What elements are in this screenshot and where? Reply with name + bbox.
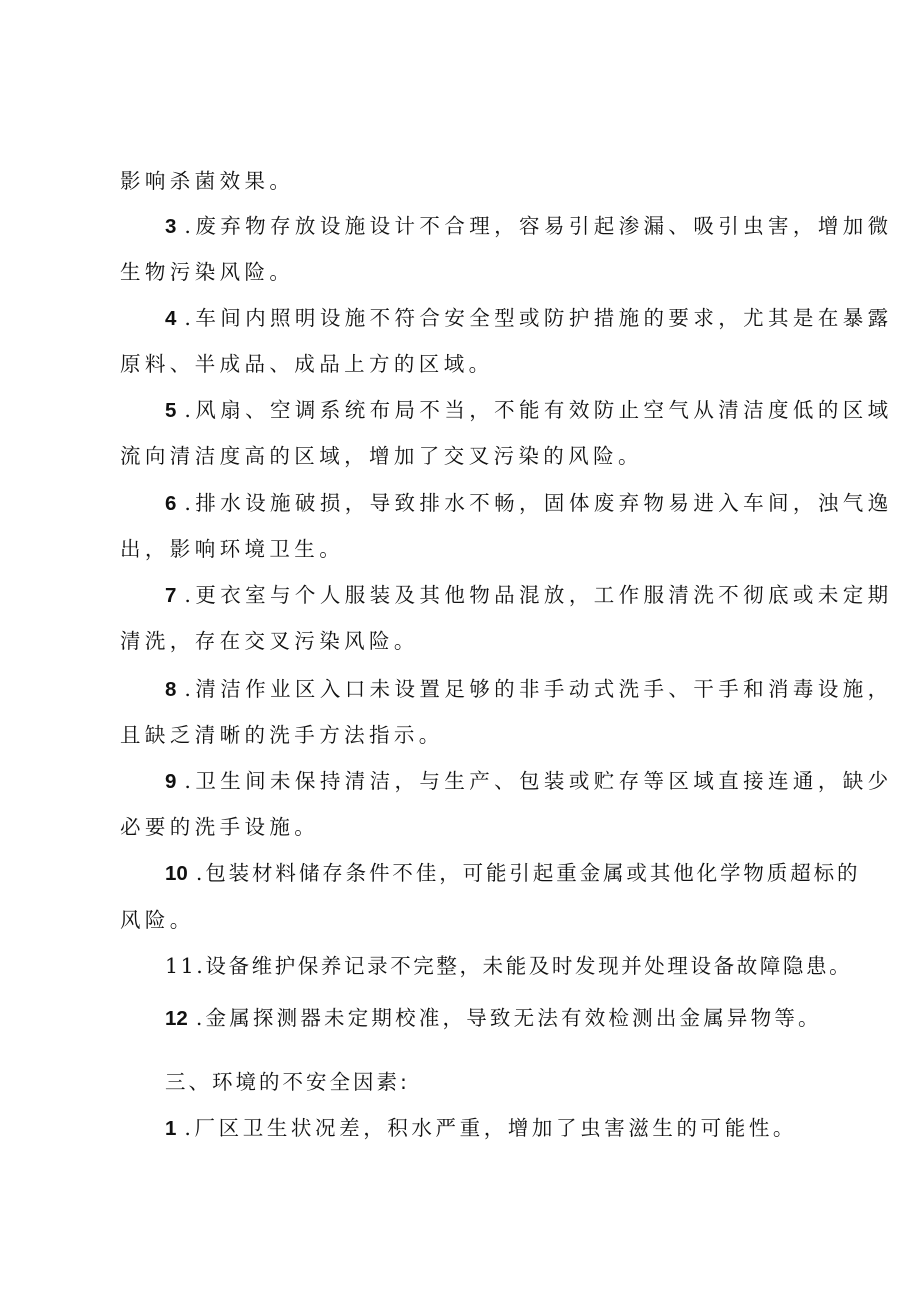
item-number: 6 [165,492,177,515]
item-text: .清洁作业区入口未设置足够的非手动式洗手、干手和消毒设施， [184,677,893,701]
item-text: .金属探测器未定期校准，导致无法有效检测出金属异物等。 [195,1006,822,1030]
list-item-5-continuation: 流向清洁度高的区域，增加了交叉污染的风险。 [120,444,643,468]
list-item-7 [165,580,893,611]
list-item-6 [165,488,893,519]
item-number: 4 [165,307,177,330]
item-number: 5 [165,399,177,422]
item-text: .风扇、空调系统布局不当，不能有效防止空气从清洁度低的区域 [184,398,893,422]
item-text: .排水设施破损，导致排水不畅，固体废弃物易进入车间，浊气逸 [184,491,893,515]
list-item-10-continuation: 风险。 [120,908,195,932]
list-item-10 [165,858,860,889]
list-item-9 [165,766,893,797]
item-number: 1 [165,1117,177,1140]
item-number: 3 [165,215,177,238]
item-number: 8 [165,678,177,701]
list-item-3 [165,211,893,242]
item-number: 7 [165,584,177,607]
list-item-8 [165,674,893,705]
env-list-item-1 [165,1113,797,1144]
list-item-4 [165,303,893,334]
list-item-6-continuation: 出，影响环境卫生。 [120,537,345,561]
list-item-11: 11.设备维护保养记录不完整，未能及时发现并处理设备故障隐患。 [165,954,853,978]
list-item-5 [165,395,893,426]
item-text: .卫生间未保持清洁，与生产、包装或贮存等区域直接连通，缺少 [184,769,893,793]
list-item-3-continuation: 生物污染风险。 [120,260,295,284]
item-text: .废弃物存放设施设计不合理，容易引起渗漏、吸引虫害，增加微 [184,214,893,238]
section-heading: 三、环境的不安全因素: [165,1070,410,1094]
continuation-text: 影响杀菌效果。 [120,169,295,193]
list-item-4-continuation: 原料、半成品、成品上方的区域。 [120,352,494,376]
item-number: 10 [165,862,188,885]
item-number: 9 [165,770,177,793]
item-text: .包装材料储存条件不佳，可能引起重金属或其他化学物质超标的 [195,861,861,885]
list-item-12 [165,1003,822,1034]
list-item-9-continuation: 必要的洗手设施。 [120,815,320,839]
item-number: 12 [165,1007,188,1030]
item-text: .车间内照明设施不符合安全型或防护措施的要求，尤其是在暴露 [184,306,893,330]
item-text: .更衣室与个人服装及其他物品混放，工作服清洗不彻底或未定期 [184,583,893,607]
item-text: .厂区卫生状况差，积水严重，增加了虫害滋生的可能性。 [184,1116,798,1140]
list-item-7-continuation: 清洗，存在交叉污染风险。 [120,629,419,653]
list-item-8-continuation: 且缺乏清晰的洗手方法指示。 [120,723,444,747]
